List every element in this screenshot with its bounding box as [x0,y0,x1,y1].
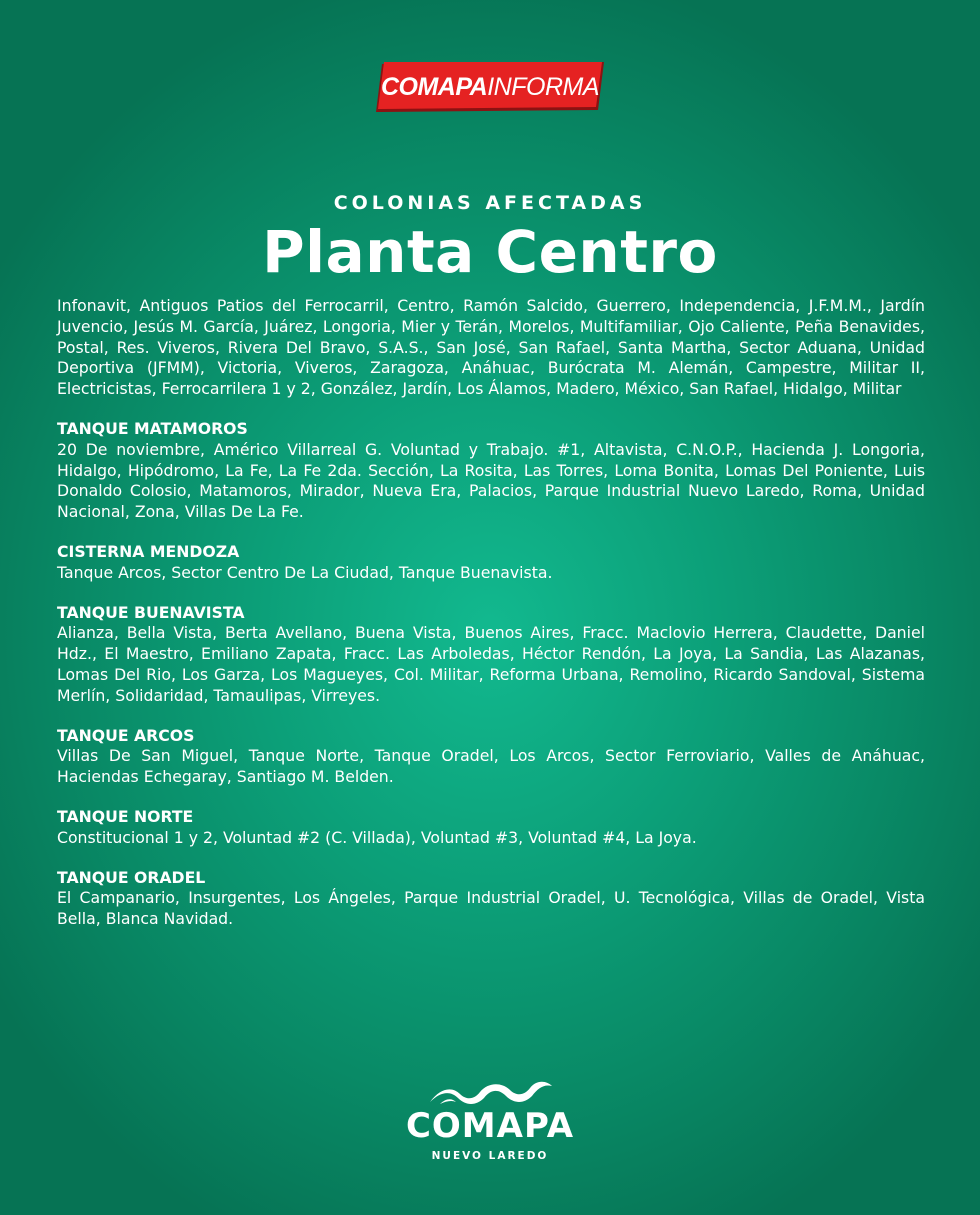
badge-text [376,62,604,112]
affected-areas-list [57,296,925,930]
subtitle: COLONIAS AFECTADAS [333,192,647,214]
section-heading: TANQUE BUENAVISTA [57,602,245,622]
badge-bold-text: COMAPA [380,72,488,101]
section-heading: CISTERNA MENDOZA [57,541,240,561]
section-text: Alianza, Bella Vista, Berta Avellano, Buena Vista, Buenos Aires, Fracc. Maclovio Herrera, Claudette, Daniel Hdz., El Maestro, Emiliano Zapata, Fracc. Las Arboledas, Héctor Rendón, La Joya, La Sandia, Las Alazanas, Lomas Del Rio, Los Garza, Los Magueyes, Col. Militar, Reforma Urbana, Remolino, Ricardo Sandoval, Sistema Merlín, Solidaridad, Tamaulipas, Virreyes. [57,623,925,705]
section-heading: TANQUE NORTE [57,806,194,826]
section-heading: TANQUE MATAMOROS [57,418,248,438]
logo-name: COMAPA [405,1106,575,1146]
section-text: Tanque Arcos, Sector Centro De La Ciudad, Tanque Buenavista. [57,562,553,582]
comapa-logo [400,1078,580,1168]
section-text: Villas De San Miguel, Tanque Norte, Tanque Oradel, Los Arcos, Sector Ferroviario, Valles de Anáhuac, Haciendas Echegaray, Santiago M. Belden. [57,746,925,787]
section-tanque-norte [57,807,925,849]
water-waves-icon [426,1078,554,1108]
section-heading: TANQUE ORADEL [57,867,206,887]
section-tanque-oradel [57,868,925,930]
badge-light-text: INFORMA [487,72,600,101]
comapa-informa-badge [376,62,604,112]
section-cisterna-mendoza [57,542,925,584]
intro-text: Infonavit, Antiguos Patios del Ferrocarril, Centro, Ramón Salcido, Guerrero, Independencia, J.F.M.M., Jardín Juvencio, Jesús M. García, Juárez, Longoria, Mier y Terán, Morelos, Multifamiliar, Ojo Caliente, Peña Benavides, Postal, Res. Viveros, Rivera Del Bravo, S.A.S., San José, San Rafael, Santa Martha, Sector Aduana, Unidad Deportiva (JFMM), Victoria, Viveros, Zaragoza, Anáhuac, Burócrata M. Alemán, Campestre, Militar II, Electricistas, Ferrocarrilera 1 y 2, González, Jardín, Los Álamos, Madero, México, San Rafael, Hidalgo, Militar [57,296,925,399]
logo-subtitle: NUEVO LAREDO [431,1150,549,1162]
page-title: Planta Centro [262,218,718,286]
section-text: El Campanario, Insurgentes, Los Ángeles, Parque Industrial Oradel, U. Tecnológica, Villas de Oradel, Vista Bella, Blanca Navidad. [57,888,925,929]
section-tanque-arcos [57,726,925,788]
section-heading: TANQUE ARCOS [57,725,195,745]
section-text: 20 De noviembre, Américo Villarreal G. Voluntad y Trabajo. #1, Altavista, C.N.O.P., Hacienda J. Longoria, Hidalgo, Hipódromo, La Fe, La Fe 2da. Sección, La Rosita, Las Torres, Loma Bonita, Lomas Del Poniente, Luis Donaldo Colosio, Matamoros, Mirador, Nueva Era, Palacios, Parque Industrial Nuevo Laredo, Roma, Unidad Nacional, Zona, Villas De La Fe. [57,439,925,522]
section-tanque-buenavista [57,603,925,707]
intro-section [57,296,925,400]
section-text: Constitucional 1 y 2, Voluntad #2 (C. Villada), Voluntad #3, Voluntad #4, La Joya. [57,827,697,847]
section-tanque-matamoros [57,419,925,523]
